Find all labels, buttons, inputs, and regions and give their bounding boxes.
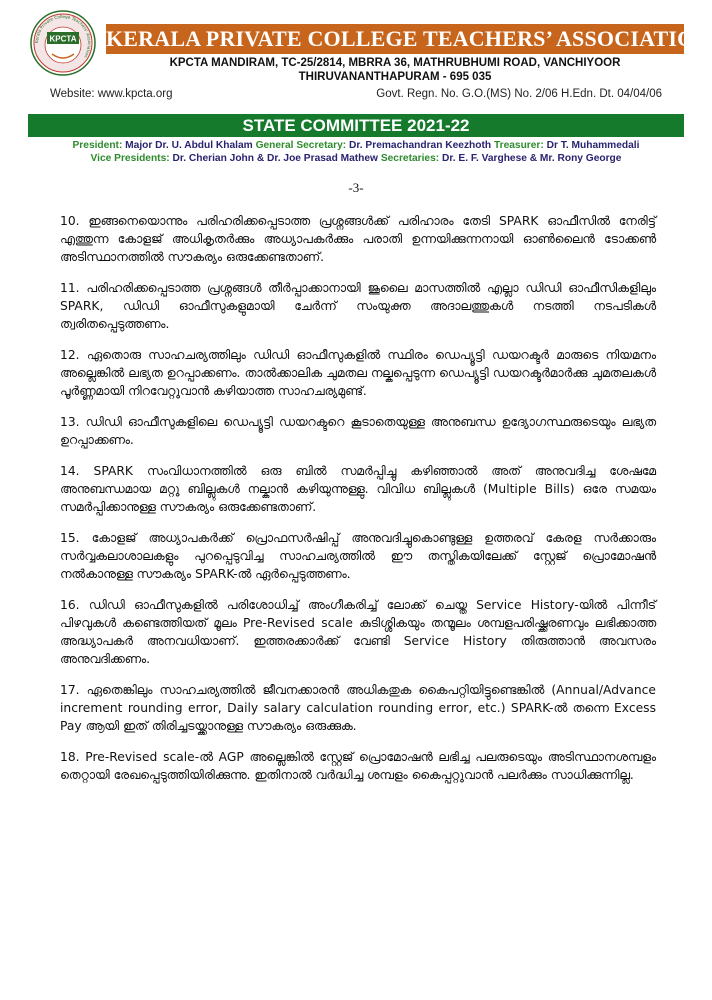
kpcta-logo (30, 10, 96, 76)
name-general-secretary: Dr. Premachandran Keezhoth (349, 140, 494, 151)
committee-title-bar: STATE COMMITTEE 2021-22 (28, 114, 684, 137)
role-vice-presidents: Vice Presidents: (90, 153, 173, 164)
registration-text: Govt. Regn. No. G.O.(MS) No. 2/06 H.Edn. Dt. 04/04/06 (376, 88, 662, 100)
address-line-1: KPCTA MANDIRAM, TC-25/2814, MBRRA 36, MATHRUBHUMI ROAD, VANCHIYOOR (169, 57, 621, 69)
role-president: President: (72, 140, 126, 151)
paragraph-17: 17. ഏതെങ്കിലും സാഹചര്യത്തിൽ ജീവനക്കാരൻ അധികതുക കൈപറ്റിയിട്ടുണ്ടെങ്കിൽ (Annual/Advance increment rounding error, Daily salary calculation rounding error, etc.) SPARK-ൽ തന്നെ Excess Pay ആയി ഇത് തിരിച്ചടയ്ക്കാനുള്ള സൗകര്യം ഒരുക്കുക. (60, 683, 656, 733)
name-president: Major Dr. U. Abdul Khalam (125, 140, 256, 151)
logo-text: KPCTA (49, 34, 77, 44)
org-name-banner: KERALA PRIVATE COLLEGE TEACHERS’ ASSOCIATION (106, 24, 684, 54)
website-text: Website: www.kpcta.org (50, 88, 173, 100)
paragraph-15: 15. കോളജ് അധ്യാപകർക്ക് പ്രൊഫസർഷിപ്പ് അനുവദിച്ചുകൊണ്ടുള്ള ഉത്തരവ് കേരള സർക്കാരും സർവ്വകലാശാലകളും പുറപ്പെടുവിച്ച സാഹചര്യത്തിൽ ഈ തസ്തികയിലേക്ക് സ്റ്റേജ് പ്രൊമോഷൻ നൽകാനുള്ള സൗകര്യം SPARK-ൽ ഏർപ്പെടുത്തണം. (60, 531, 656, 581)
paragraph-10: 10. ഇങ്ങനെയൊന്നും പരിഹരിക്കപ്പെടാത്ത പ്രശ്നങ്ങൾക്ക് പരിഹാരം തേടി SPARK ഓഫീസിൽ നേരിട്ട് എത്തുന്ന കോളജ് അധികൃതർക്കും അധ്യാപകർക്കും പരാതി ഉന്നയിക്കുന്നനായി ഓൺലൈൻ ടോക്കൺ അടിസ്ഥാനത്തിൽ സൗകര്യം ഒരുക്കേണ്ടതാണ്. (60, 214, 656, 264)
paragraph-16: 16. ഡിഡി ഓഫീസുകളിൽ പരിശോധിച്ച് അംഗീകരിച്ച് ലോക്ക് ചെയ്ത Service History-യിൽ പിന്നീട് പിഴവുകൾ കണ്ടെത്തിയത് മൂലം Pre-Revised scale കുടിശ്ശികയും തന്മൂലം ശമ്പളപരിഷ്ക്കരണവും ലഭിക്കാത്ത അദ്ധ്യാപകർ അനവധിയാണ്. ഇത്തരക്കാർക്ക് വേണ്ടി Service History തിരുത്താൻ അവസരം അനുവദിക്കണം. (60, 598, 656, 666)
role-general-secretary: General Secretary: (255, 140, 350, 151)
name-treasurer: Dr T. Muhammedali (546, 140, 640, 151)
role-secretaries: Secretaries: (380, 153, 442, 164)
paragraph-13: 13. ഡിഡി ഓഫീസുകളിലെ ഡെപ്യൂട്ടി ഡയറക്ടറെ കൂടാതെയുള്ള അനുബന്ധ ഉദ്യോഗസ്ഥരുടെയും ലഭ്യത ഉറപ്പാക്കണം. (60, 415, 656, 447)
paragraph-12: 12. ഏതൊരു സാഹചര്യത്തിലും ഡിഡി ഓഫീസുകളിൽ സ്ഥിരം ഡെപ്യൂട്ടി ഡയറക്ടർ മാരുടെ നിയമനം അല്ലെങ്കിൽ ലഭ്യത ഉറപ്പാക്കണം. താൽക്കാലിക ചുമതല നല്കപ്പെടുന്ന ഡെപ്യൂട്ടി ഡയറക്ടർമാർക്കു ചുമതലകൾ പൂർണ്ണമായി നിറവേറ്റുവാൻ കഴിയാത്ത സാഹചര്യമുണ്ട്. (60, 348, 656, 398)
logo-ring-text: Kerala Private College Teachers' Association (33, 13, 93, 59)
officers-line-2 (28, 153, 684, 164)
paragraph-11: 11. പരിഹരിക്കപ്പെടാത്ത പ്രശ്നങ്ങൾ തീർപ്പാക്കാനായി ജൂലൈ മാസത്തിൽ എല്ലാ ഡിഡി ഓഫീസികളിലും SPARK, ഡിഡി ഓഫീസുകളുമായി ചേർന്ന് സംയുക്ത അദാലത്തുകൾ നടത്തി നടപടികൾ ത്വരിതപ്പെടുത്തണം. (60, 281, 656, 331)
name-vice-presidents: Dr. Cherian John & Dr. Joe Prasad Mathew (172, 153, 381, 164)
address-line-2: THIRUVANANTHAPURAM - 695 035 (298, 71, 492, 83)
role-treasurer: Treasurer: (493, 140, 547, 151)
name-secretaries: Dr. E. F. Varghese & Mr. Rony George (441, 153, 622, 164)
document-body (60, 212, 656, 797)
officers-line-1 (28, 140, 684, 151)
page-number: -3- (348, 180, 364, 195)
paragraph-18: 18. Pre-Revised scale-ൽ AGP അല്ലെങ്കിൽ സ്റ്റേജ് പ്രൊമോഷൻ ലഭിച്ച പലരുടെയും അടിസ്ഥാനശമ്പളം തെറ്റായി രേഖപ്പെടുത്തിയിരിക്കുന്നു. ഇതിനാൽ വർദ്ധിച്ച ശമ്പളം കൈപ്പറ്റുവാൻ പലർക്കും സാധിക്കുന്നില്ല. (60, 750, 656, 782)
paragraph-14: 14. SPARK സംവിധാനത്തിൽ ഒരു ബിൽ സമർപ്പിച്ചു കഴിഞ്ഞാൽ അത് അനുവദിച്ച ശേഷമേ അനുബന്ധമായ മറ്റു ബില്ലുകൾ നല്കാൻ കഴിയുന്നുള്ളു. വിവിധ ബില്ലുകൾ (Multiple Bills) ഒരേ സമയം സമർപ്പിക്കാനുള്ള സൗകര്യം ഒരുക്കേണ്ടതാണ്. (60, 464, 656, 514)
